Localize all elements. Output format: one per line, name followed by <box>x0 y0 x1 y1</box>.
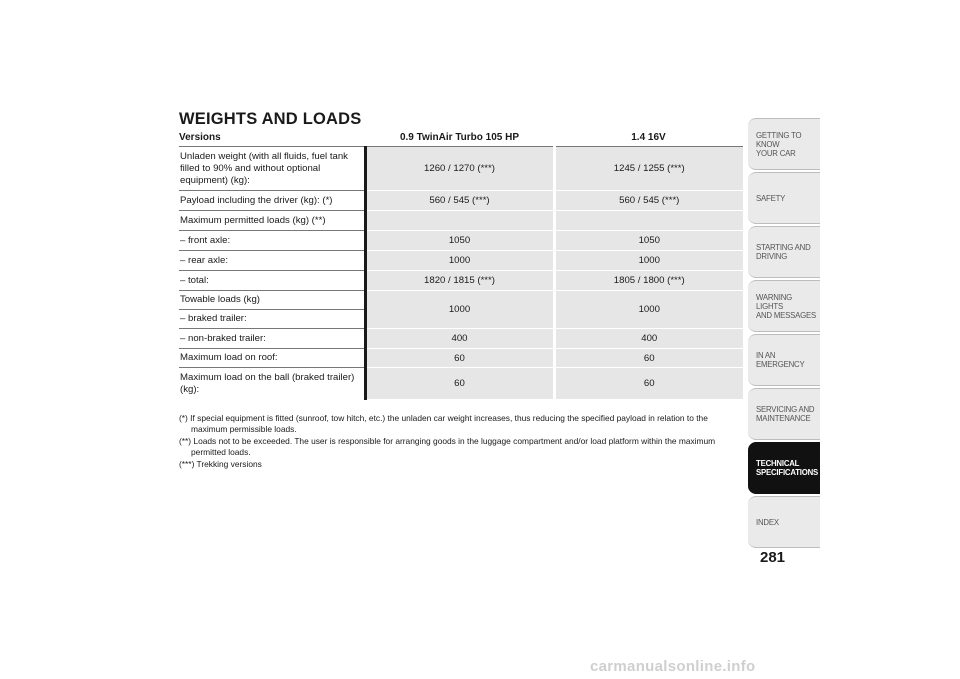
footnote-3: (***) Trekking versions <box>179 459 262 469</box>
footnotes <box>179 413 724 472</box>
cell-payload-twinair: 560 / 545 (***) <box>365 191 554 211</box>
cell-unladen-14: 1245 / 1255 (***) <box>554 147 743 191</box>
row-label-towable: Towable loads (kg) <box>179 291 365 310</box>
tab-emergency[interactable]: IN AN EMERGENCY <box>748 334 820 386</box>
header-twinair: 0.9 TwinAir Turbo 105 HP <box>365 128 554 147</box>
cell-roof-14: 60 <box>554 349 743 368</box>
tab-technical-specifications[interactable]: TECHNICAL SPECIFICATIONS <box>748 442 820 494</box>
tab-servicing[interactable]: SERVICING AND MAINTENANCE <box>748 388 820 440</box>
table-row <box>179 147 743 191</box>
section-tabs <box>748 118 820 550</box>
row-label-non-braked: – non-braked trailer: <box>179 329 365 349</box>
table-row <box>179 251 743 271</box>
header-14-16v: 1.4 16V <box>554 128 743 147</box>
cell-ball-14: 60 <box>554 368 743 400</box>
page-title: WEIGHTS AND LOADS <box>179 110 362 128</box>
page-number: 281 <box>760 549 786 566</box>
footnote-2: (**) Loads not to be exceeded. The user is responsible for arranging goods in the luggage compartment and/or load platform within the maximum permitted loads. <box>179 436 716 457</box>
cell-empty <box>554 211 743 231</box>
cell-front-axle-14: 1050 <box>554 231 743 251</box>
cell-total-14: 1805 / 1800 (***) <box>554 271 743 291</box>
table-row <box>179 211 743 231</box>
row-label-roof: Maximum load on roof: <box>179 349 365 368</box>
weights-table <box>179 128 743 400</box>
cell-total-twinair: 1820 / 1815 (***) <box>365 271 554 291</box>
tab-getting-to-know[interactable]: GETTING TO KNOW YOUR CAR <box>748 118 820 170</box>
header-versions: Versions <box>179 128 365 147</box>
cell-unladen-twinair: 1260 / 1270 (***) <box>365 147 554 191</box>
row-label-total: – total: <box>179 271 365 291</box>
cell-rear-axle-14: 1000 <box>554 251 743 271</box>
table-row <box>179 271 743 291</box>
cell-empty <box>365 211 554 231</box>
table-row <box>179 329 743 349</box>
row-label-rear-axle: – rear axle: <box>179 251 365 271</box>
tab-starting-driving[interactable]: STARTING AND DRIVING <box>748 226 820 278</box>
cell-rear-axle-twinair: 1000 <box>365 251 554 271</box>
row-label-payload: Payload including the driver (kg): (*) <box>179 191 365 211</box>
table-row <box>179 231 743 251</box>
tab-index[interactable]: INDEX <box>748 496 820 548</box>
cell-non-braked-twinair: 400 <box>365 329 554 349</box>
tab-safety[interactable]: SAFETY <box>748 172 820 224</box>
cell-braked-14: 1000 <box>554 291 743 329</box>
table-row <box>179 349 743 368</box>
row-label-ball: Maximum load on the ball (braked trailer) (kg): <box>179 368 365 400</box>
row-label-front-axle: – front axle: <box>179 231 365 251</box>
cell-ball-twinair: 60 <box>365 368 554 400</box>
row-label-max-loads: Maximum permitted loads (kg) (**) <box>179 211 365 231</box>
cell-front-axle-twinair: 1050 <box>365 231 554 251</box>
table-row <box>179 191 743 211</box>
cell-payload-14: 560 / 545 (***) <box>554 191 743 211</box>
table-row <box>179 291 743 310</box>
cell-roof-twinair: 60 <box>365 349 554 368</box>
row-label-braked: – braked trailer: <box>179 310 365 329</box>
watermark: carmanualsonline.info <box>590 658 756 675</box>
table-row <box>179 368 743 400</box>
tab-warning-lights[interactable]: WARNING LIGHTS AND MESSAGES <box>748 280 820 332</box>
table-header-row <box>179 128 743 147</box>
footnote-1: (*) If special equipment is fitted (sunroof, tow hitch, etc.) the unladen car weight increases, thus reducing the specified payload in relation to the maximum permissible loads. <box>179 413 708 434</box>
cell-non-braked-14: 400 <box>554 329 743 349</box>
row-label-unladen: Unladen weight (with all fluids, fuel tank filled to 90% and without optional equipment) (kg): <box>179 147 365 191</box>
cell-braked-twinair: 1000 <box>365 291 554 329</box>
